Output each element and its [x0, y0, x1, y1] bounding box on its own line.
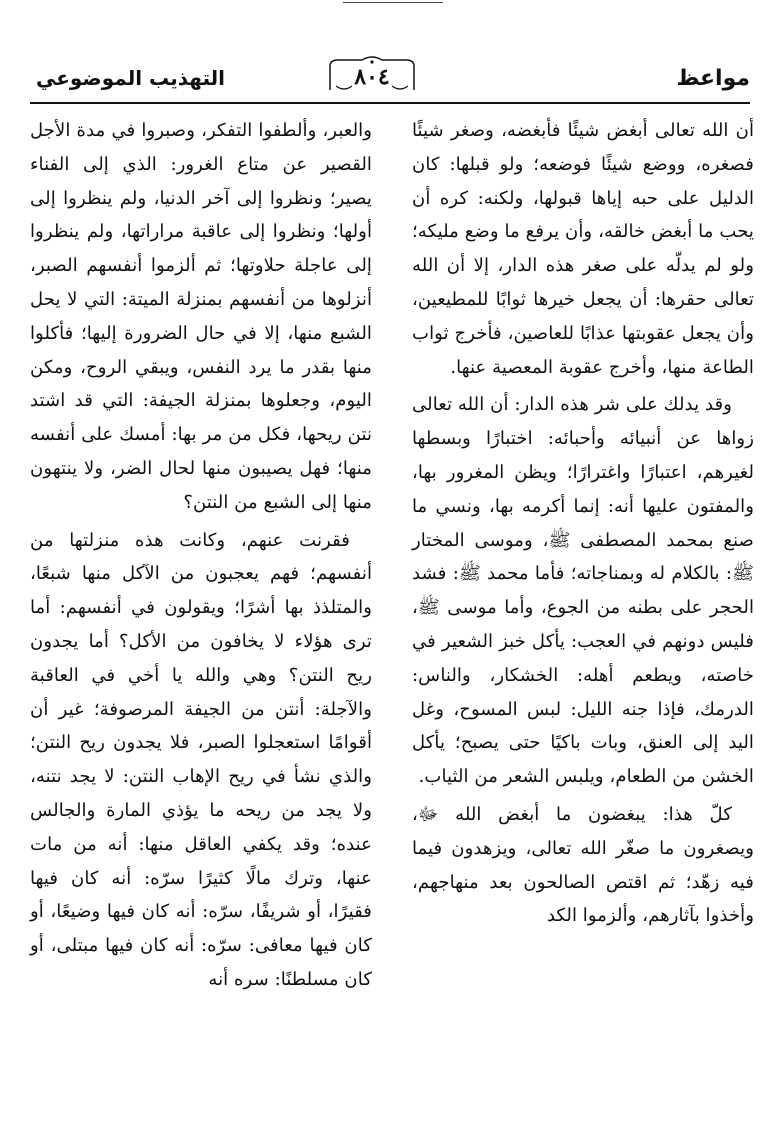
- text-column-left: [30, 114, 372, 997]
- ornament-frame-icon: [322, 56, 422, 96]
- page-number-frame: [322, 58, 422, 96]
- header-divider: [30, 102, 750, 104]
- section-title: مواعظ: [676, 66, 750, 91]
- paragraph: فقرنت عنهم، وكانت هذه منزلتها من أنفسهم؛ فهم يعجبون من الآكل منها شبعًا، والمتلذذ بها أشرًا؛ ويقولون في أنفسهم: أما ترى هؤلاء لا يخافون من الأكل؟ أما يجدون ريح النتن؟ وهي والله يا أخي في العاقبة والآجلة: أنتن من الجيفة المرصوفة؛ غير أن أقوامًا استعجلوا الصبر، فلا يجدون ريح النتن؛ والذي نشأ في ريح الإهاب النتن: لا يجد نتنه، ولا يجد من ريحه ما يؤذي المارة والجالس عنده؛ وقد يكفي العاقل منها: أنه من مات عنها، وترك مالًا كثيرًا سرّه: أنه كان فيها فقيرًا، أو شريفًا، سرّه: أنه كان فيها وضيعًا، أو كان فيها معافى: سرّه: أنه كان فيها مبتلى، أو كان مسلطنًا: سره أنه: [30, 529, 372, 990]
- book-title: التهذيب الموضوعي: [36, 66, 226, 90]
- paragraph: أن الله تعالى أبغض شيئًا فأبغضه، وصغر شيئًا فصغره، ووضع شيئًا فوضعه؛ ولو قبلها: كان الدليل على حبه إياها قبولها، ولكنه: كره أن يحب ما أبغض خالقه، وأن يرفع ما وضع مليكه؛ ولو لم يدلّه على صغر هذه الدار، إلا أن الله تعالى حقرها: أن يجعل خيرها ثوابًا للمطيعين، وأن يجعل عقوبتها عذابًا للعاصين، فأخرج ثواب الطاعة منها، وأخرج عقوبة المعصية عنها.: [412, 120, 754, 378]
- text-column-right: [412, 114, 754, 933]
- paragraph: كلّ هذا: يبغضون ما أبغض الله ﷻ، ويصغرون ما صغّر الله تعالى، ويزهدون فيما فيه زهّد؛ ثم اقتص الصالحون بعد منهاجهم، وأخذوا بآثارهم، وألزموا الكد: [412, 803, 754, 927]
- page-header: [30, 58, 750, 102]
- top-decorative-rule: [343, 2, 443, 3]
- paragraph: والعبر، وألطفوا التفكر، وصبروا في مدة الأجل القصير عن متاع الغرور: الذي إلى الفناء يصير؛ ونظروا إلى آخر الدنيا، ولم ينظروا إلى أولها؛ ونظروا إلى عاقبة مراراتها، ولم ينظروا إلى عاجلة حلاوتها؛ ثم ألزموا أنفسهم الصبر، أنزلوها من أنفسهم بمنزلة الميتة: التي لا يحل الشبع منها، إلا في حال الضرورة إليها؛ فأكلوا منها بقدر ما يرد النفس، ويبقي الروح، ومكن اليوم، وجعلوها بمنزلة الجيفة: التي قد اشتد نتن ريحها، فكل من مر بها: أمسك على أنفسه منها؛ فهل يصيبون منها لحال الضر، ولا ينتهون منها إلى الشبع من النتن؟: [30, 120, 372, 513]
- page-number: ٨٠٤: [354, 64, 390, 90]
- paragraph: وقد يدلك على شر هذه الدار: أن الله تعالى زواها عن أنبيائه وأحبائه: اختبارًا وبسطها لغيرهم، اعتبارًا واغترارًا؛ ويظن المغرور بها، والمفتون عليها أنه: إنما أكرمه بها، ونسي ما صنع بمحمد المصطفى ﷺ، وموسى المختار ﷺ: بالكلام له وبمناجاته؛ فأما محمد ﷺ: فشد الحجر على بطنه من الجوع، وأما موسى ﷺ، فليس دونهم في العجب: يأكل خبز الشعير في خاصته، ويطعم أهله: الخشكار، والناس: الدرمك، فإذا جنه الليل: لبس المسوح، وغل اليد إلى العنق، وبات باكيًا حتى يصبح؛ يأكل الخشن من الطعام، ويلبس الشعر من الثياب.: [412, 394, 754, 788]
